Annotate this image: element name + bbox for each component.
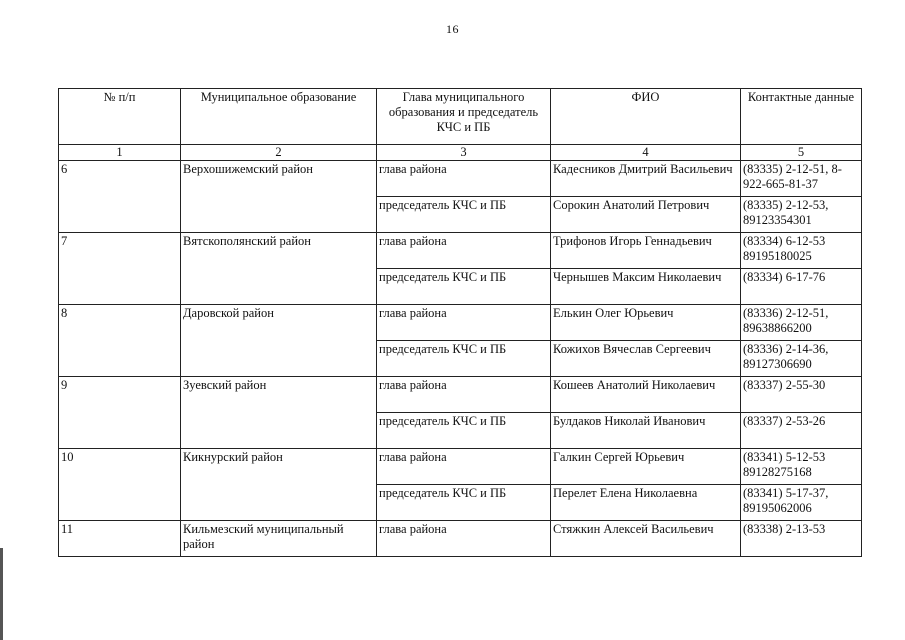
column-number: 3 [377,145,551,161]
role-cell: председатель КЧС и ПБ [377,341,551,377]
contact-cell: (83341) 5-12-53 89128275168 [741,449,862,485]
header-municipality: Муниципальное образование [181,89,377,145]
header-contacts: Контактные данные [741,89,862,145]
role-cell: глава района [377,449,551,485]
table-row [59,305,862,341]
role-cell: глава района [377,305,551,341]
table-row [59,449,862,485]
row-number: 9 [59,377,181,449]
contact-cell: (83337) 2-53-26 [741,413,862,449]
role-cell: глава района [377,377,551,413]
name-cell: Галкин Сергей Юрьевич [551,449,741,485]
name-cell: Кожихов Вячеслав Сергеевич [551,341,741,377]
contact-cell: (83335) 2-12-53, 89123354301 [741,197,862,233]
table-row [59,377,862,413]
row-number: 6 [59,161,181,233]
role-cell: глава района [377,233,551,269]
contacts-table [58,88,862,557]
contact-cell: (83335) 2-12-51, 8-922-665-81-37 [741,161,862,197]
municipality-cell: Зуевский район [181,377,377,449]
contact-cell: (83336) 2-12-51, 89638866200 [741,305,862,341]
contact-cell: (83338) 2-13-53 [741,521,862,557]
contact-cell: (83334) 6-17-76 [741,269,862,305]
role-cell: глава района [377,521,551,557]
role-cell: председатель КЧС и ПБ [377,197,551,233]
name-cell: Булдаков Николай Иванович [551,413,741,449]
name-cell: Трифонов Игорь Геннадьевич [551,233,741,269]
table-row [59,233,862,269]
row-number: 11 [59,521,181,557]
header-number: № п/п [59,89,181,145]
municipality-cell: Вятскополянский район [181,233,377,305]
municipality-cell: Даровской район [181,305,377,377]
contact-cell: (83341) 5-17-37, 89195062006 [741,485,862,521]
name-cell: Перелет Елена Николаевна [551,485,741,521]
municipality-cell: Верхошижемский район [181,161,377,233]
column-number: 2 [181,145,377,161]
role-cell: председатель КЧС и ПБ [377,269,551,305]
scan-edge-mark [0,548,3,640]
table-row [59,521,862,557]
municipality-cell: Кикнурский район [181,449,377,521]
contact-cell: (83334) 6-12-53 89195180025 [741,233,862,269]
row-number: 10 [59,449,181,521]
name-cell: Сорокин Анатолий Петрович [551,197,741,233]
column-number: 5 [741,145,862,161]
contact-cell: (83337) 2-55-30 [741,377,862,413]
table-row [59,161,862,197]
row-number: 7 [59,233,181,305]
header-fio: ФИО [551,89,741,145]
name-cell: Кошеев Анатолий Николаевич [551,377,741,413]
row-number: 8 [59,305,181,377]
municipality-cell: Кильмезский муниципальный район [181,521,377,557]
name-cell: Стяжкин Алексей Васильевич [551,521,741,557]
column-number: 1 [59,145,181,161]
role-cell: председатель КЧС и ПБ [377,413,551,449]
name-cell: Чернышев Максим Николаевич [551,269,741,305]
page-number: 16 [446,22,459,36]
name-cell: Елькин Олег Юрьевич [551,305,741,341]
role-cell: глава района [377,161,551,197]
name-cell: Кадесников Дмитрий Васильевич [551,161,741,197]
role-cell: председатель КЧС и ПБ [377,485,551,521]
column-number: 4 [551,145,741,161]
header-role: Глава муниципального образования и председатель КЧС и ПБ [377,89,551,145]
contact-cell: (83336) 2-14-36, 89127306690 [741,341,862,377]
